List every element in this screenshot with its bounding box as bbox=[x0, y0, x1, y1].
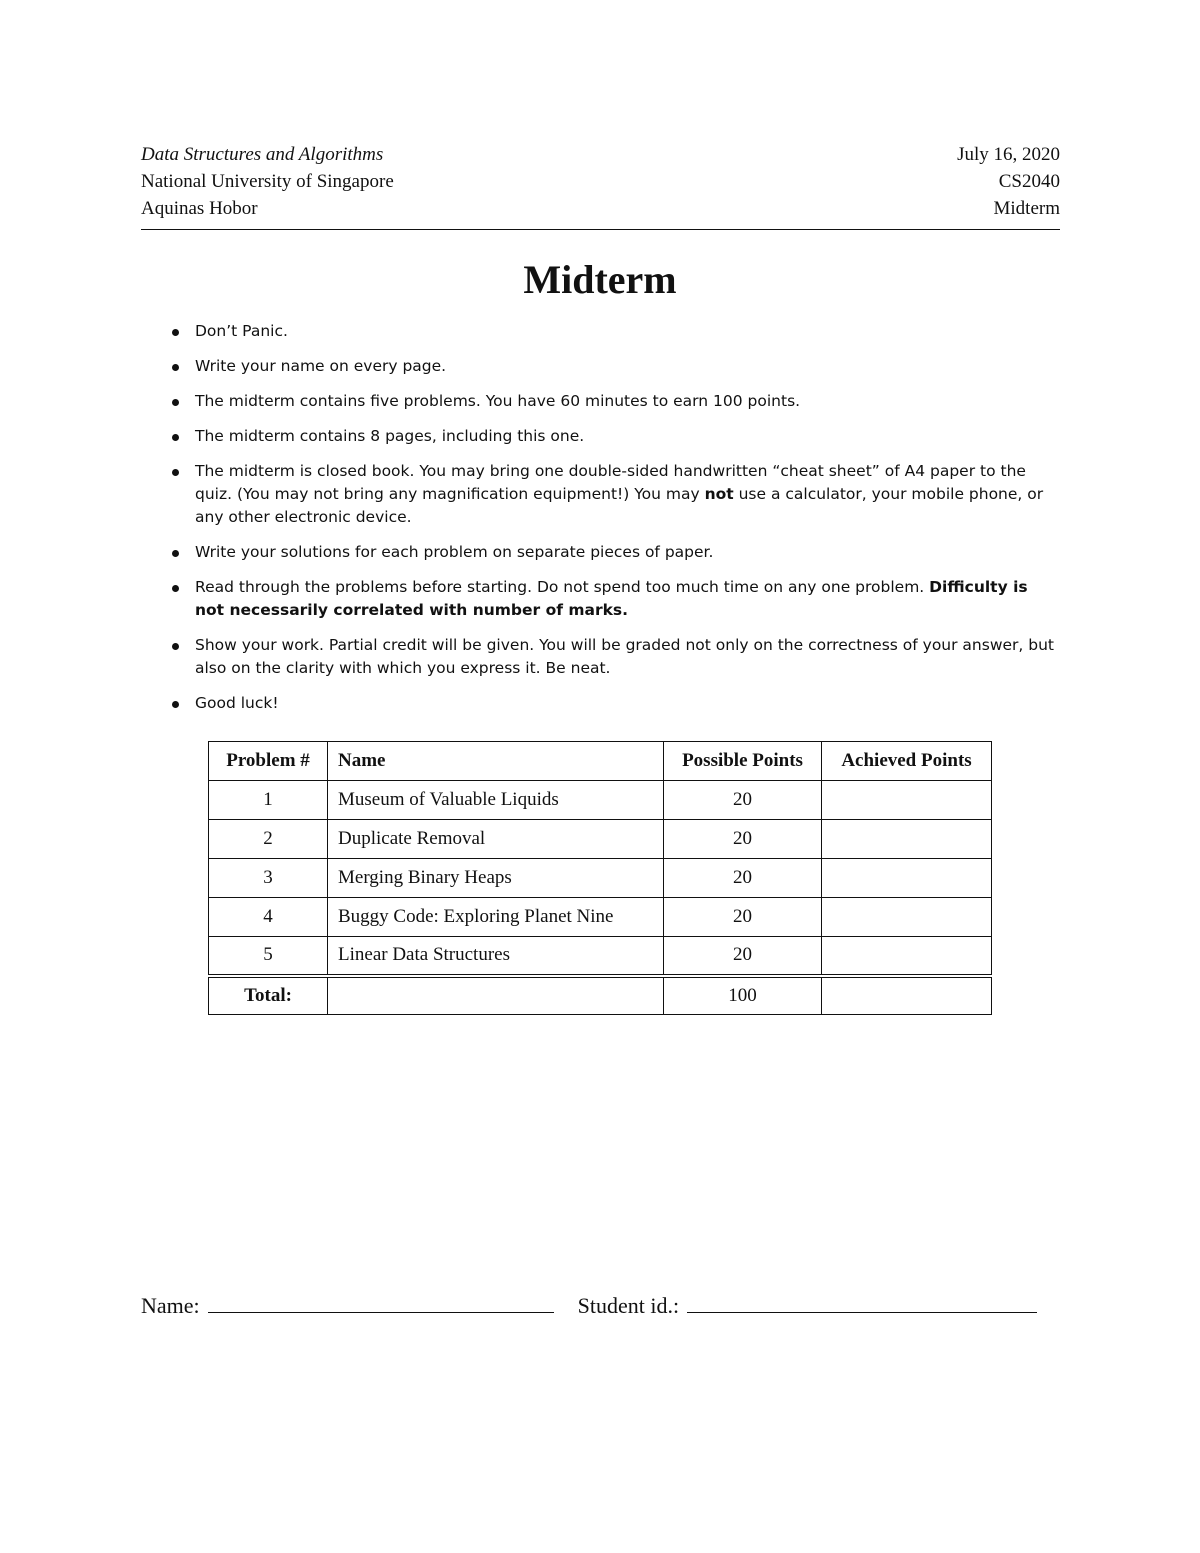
col-header-possible: Possible Points bbox=[664, 742, 822, 781]
student-id-field[interactable] bbox=[687, 1290, 1037, 1313]
achieved-points bbox=[822, 820, 992, 859]
header-row-2 bbox=[141, 168, 1060, 195]
problem-number: 4 bbox=[209, 898, 328, 937]
achieved-points bbox=[822, 781, 992, 820]
instructor-name: Aquinas Hobor bbox=[141, 198, 258, 219]
possible-points: 20 bbox=[664, 859, 822, 898]
score-table bbox=[208, 741, 992, 1015]
bullet-icon bbox=[172, 329, 179, 336]
possible-points: 20 bbox=[664, 898, 822, 937]
total-points: 100 bbox=[664, 976, 822, 1015]
table-row bbox=[209, 937, 992, 976]
problem-number: 3 bbox=[209, 859, 328, 898]
header-row-1 bbox=[141, 141, 1060, 168]
exam-type: Midterm bbox=[993, 198, 1060, 219]
bullet-icon bbox=[172, 469, 179, 476]
table-row bbox=[209, 898, 992, 937]
university-name: National University of Singapore bbox=[141, 171, 394, 192]
problem-name: Merging Binary Heaps bbox=[328, 859, 664, 898]
achieved-points bbox=[822, 937, 992, 976]
problem-number: 5 bbox=[209, 937, 328, 976]
student-info-footer bbox=[141, 1290, 1060, 1322]
name-field[interactable] bbox=[208, 1290, 554, 1313]
bullet-icon bbox=[172, 364, 179, 371]
page-title: Midterm bbox=[523, 257, 677, 302]
instruction-item: Read through the problems before starting. Do not spend too much time on any one problem. Difficulty is not necessarily correlated with number of marks. bbox=[170, 576, 1060, 622]
problem-name: Duplicate Removal bbox=[328, 820, 664, 859]
instruction-item: The midterm is closed book. You may bring one double-sided handwritten “cheat sheet” of A4 paper to the quiz. (You may not bring any magnification equipment!) You may not use a calculator, your mobile phone, or any other electronic device. bbox=[170, 460, 1060, 529]
instruction-item: The midterm contains five problems. You have 60 minutes to earn 100 points. bbox=[170, 390, 1060, 413]
problem-name: Museum of Valuable Liquids bbox=[328, 781, 664, 820]
total-name bbox=[328, 976, 664, 1015]
table-row bbox=[209, 859, 992, 898]
instruction-item: Write your solutions for each problem on separate pieces of paper. bbox=[170, 541, 1060, 564]
bullet-icon bbox=[172, 434, 179, 441]
bullet-icon bbox=[172, 550, 179, 557]
col-header-name: Name bbox=[328, 742, 664, 781]
bullet-icon bbox=[172, 399, 179, 406]
possible-points: 20 bbox=[664, 820, 822, 859]
course-code: CS2040 bbox=[998, 171, 1060, 192]
name-label: Name: bbox=[141, 1293, 200, 1318]
col-header-achieved: Achieved Points bbox=[822, 742, 992, 781]
bullet-icon bbox=[172, 643, 179, 650]
achieved-points bbox=[822, 859, 992, 898]
possible-points: 20 bbox=[664, 937, 822, 976]
total-achieved bbox=[822, 976, 992, 1015]
problem-name: Buggy Code: Exploring Planet Nine bbox=[328, 898, 664, 937]
header-row-3 bbox=[141, 195, 1060, 222]
table-row bbox=[209, 820, 992, 859]
exam-date: July 16, 2020 bbox=[957, 144, 1060, 165]
course-title: Data Structures and Algorithms bbox=[141, 144, 384, 165]
table-row bbox=[209, 781, 992, 820]
student-id-label: Student id.: bbox=[577, 1293, 680, 1318]
table-header-row bbox=[209, 742, 992, 781]
total-row bbox=[209, 976, 992, 1015]
problem-name: Linear Data Structures bbox=[328, 937, 664, 976]
instruction-item: Good luck! bbox=[170, 692, 1060, 715]
possible-points: 20 bbox=[664, 781, 822, 820]
header-divider bbox=[141, 229, 1060, 230]
instruction-item: Show your work. Partial credit will be given. You will be graded not only on the correctness of your answer, but also on the clarity with which you express it. Be neat. bbox=[170, 634, 1060, 680]
instruction-item: The midterm contains 8 pages, including this one. bbox=[170, 425, 1060, 448]
instruction-item: Don’t Panic. bbox=[170, 320, 1060, 343]
bullet-icon bbox=[172, 585, 179, 592]
achieved-points bbox=[822, 898, 992, 937]
problem-number: 2 bbox=[209, 820, 328, 859]
total-label: Total: bbox=[209, 976, 328, 1015]
problem-number: 1 bbox=[209, 781, 328, 820]
instructions-list bbox=[170, 320, 1060, 727]
document-header bbox=[141, 141, 1060, 222]
col-header-problem: Problem # bbox=[209, 742, 328, 781]
instruction-item: Write your name on every page. bbox=[170, 355, 1060, 378]
bullet-icon bbox=[172, 701, 179, 708]
